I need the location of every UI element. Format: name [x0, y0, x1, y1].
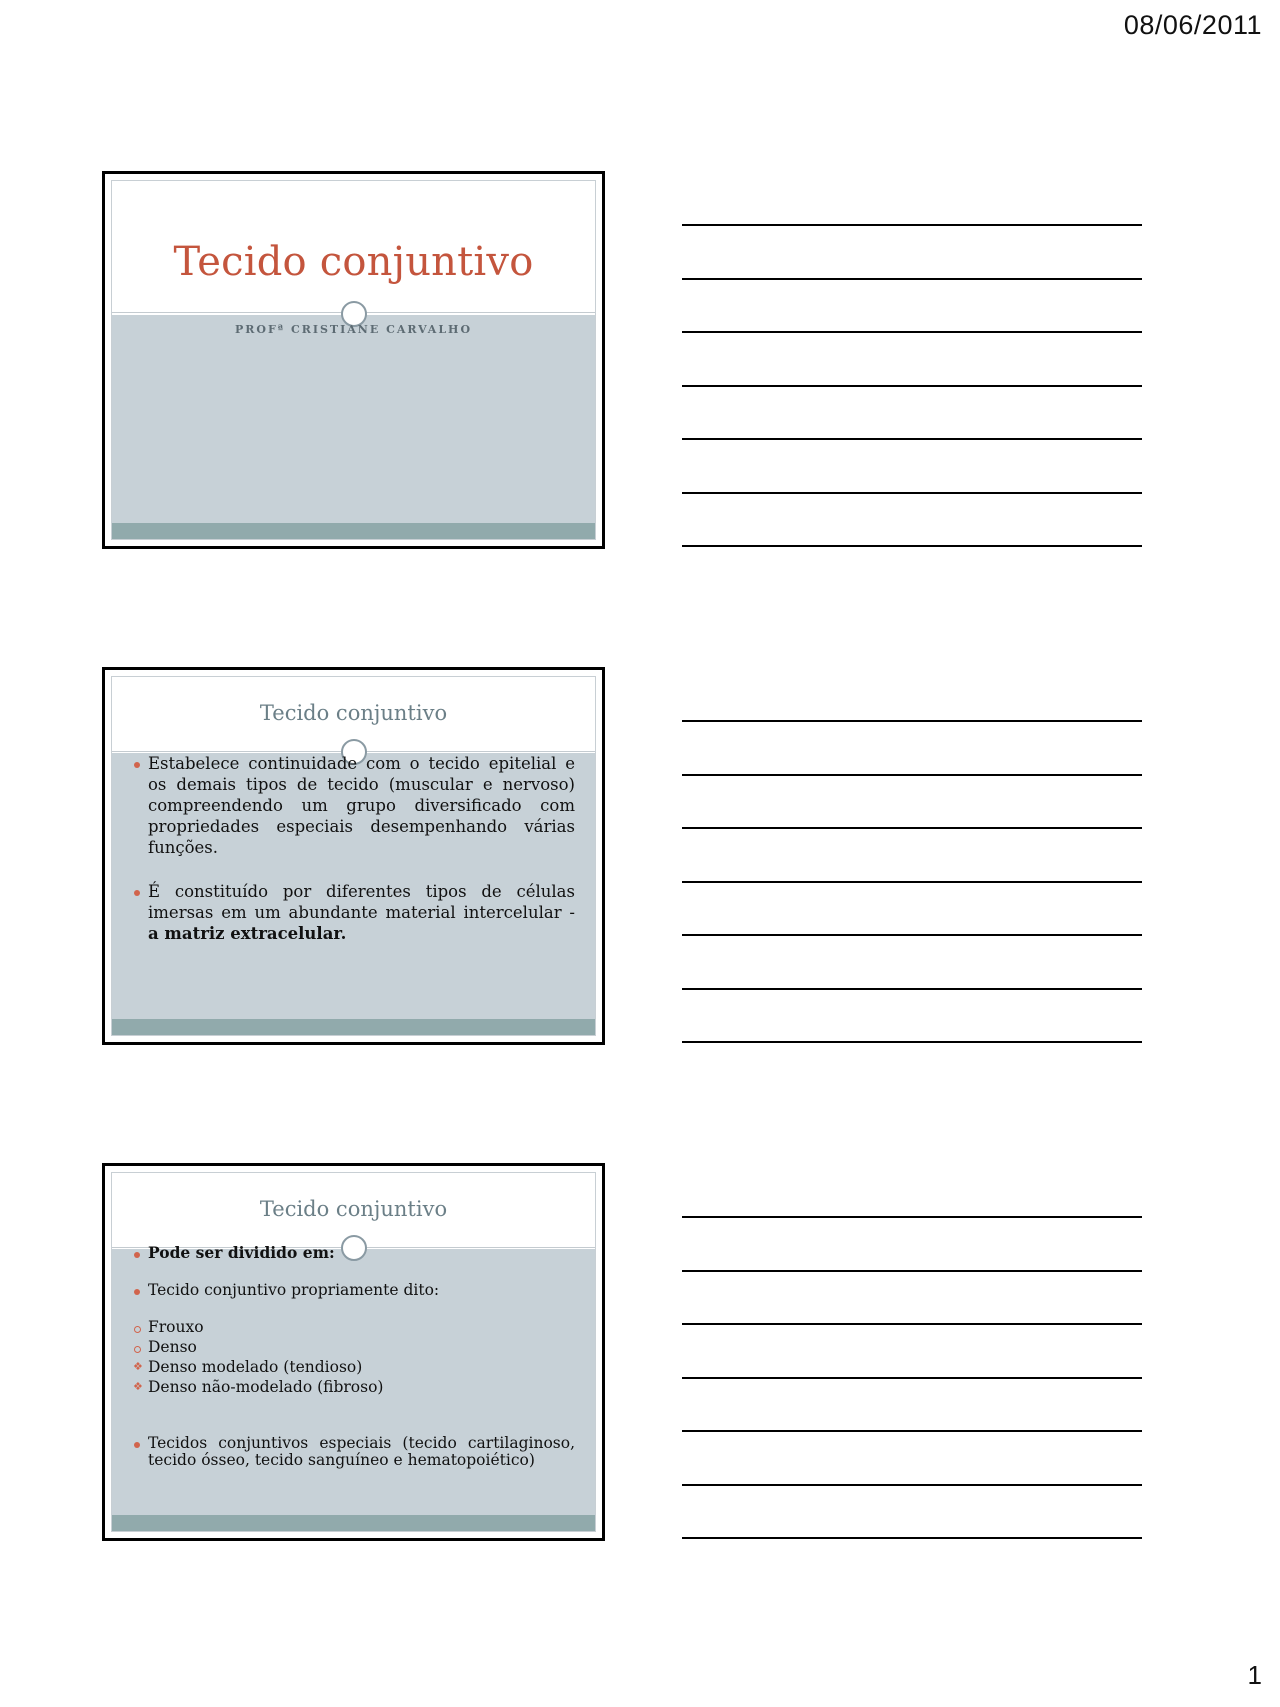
bullet-text: Denso	[148, 1338, 197, 1356]
notes-lines	[682, 171, 1142, 531]
note-line	[682, 988, 1142, 990]
bullet-dot-icon	[134, 1442, 140, 1448]
note-line	[682, 545, 1142, 547]
notes-lines	[682, 667, 1142, 1027]
note-line	[682, 1216, 1142, 1218]
bullet-dot-icon	[134, 1252, 140, 1258]
bullet-ring-icon	[134, 1326, 141, 1333]
note-line	[682, 1041, 1142, 1043]
slide-canvas	[111, 180, 596, 540]
list-item	[134, 753, 575, 858]
list-item	[134, 1280, 575, 1300]
slide-footer-bar	[112, 1019, 595, 1035]
slide-title: Tecido conjuntivo	[259, 1197, 448, 1221]
slide-block-2	[102, 667, 1182, 1045]
note-line	[682, 1270, 1142, 1272]
note-line	[682, 492, 1142, 494]
slide-bullet-list	[134, 753, 575, 967]
list-item	[134, 1243, 575, 1263]
note-line	[682, 1430, 1142, 1432]
note-line	[682, 720, 1142, 722]
list-item	[134, 1357, 575, 1377]
list-item	[134, 1337, 575, 1357]
note-line	[682, 385, 1142, 387]
note-line	[682, 1323, 1142, 1325]
note-line	[682, 331, 1142, 333]
list-item	[134, 1317, 575, 1337]
bullet-bold-text: a matriz extracelular.	[148, 924, 347, 943]
note-line	[682, 438, 1142, 440]
page-number: 1	[1247, 1660, 1262, 1690]
bullet-diamond-icon: ❖	[133, 1360, 143, 1373]
bullet-text: Pode ser dividido em:	[148, 1243, 335, 1262]
slide-title: Tecido conjuntivo	[259, 701, 448, 725]
slide-body-area	[112, 315, 595, 539]
slide-title: Tecido conjuntivo	[173, 239, 534, 285]
bullet-diamond-icon: ❖	[133, 1380, 143, 1393]
bullet-text: Denso não-modelado (fibroso)	[148, 1378, 384, 1396]
bullet-dot-icon	[134, 890, 140, 896]
note-line	[682, 1484, 1142, 1486]
slide-canvas	[111, 1172, 596, 1532]
list-item	[134, 881, 575, 944]
slide-footer-bar	[112, 1515, 595, 1531]
bullet-text: Frouxo	[148, 1318, 204, 1336]
slide-thumbnail-2	[102, 667, 605, 1045]
bullet-text: É constituído por diferentes tipos de células imersas em um abundante material intercelular -	[148, 882, 575, 922]
slide-thumbnail-1	[102, 171, 605, 549]
header-date: 08/06/2011	[1123, 10, 1262, 40]
note-line	[682, 774, 1142, 776]
slide-block-1	[102, 171, 1182, 549]
note-line	[682, 278, 1142, 280]
slide-footer-bar	[112, 523, 595, 539]
bullet-dot-icon	[134, 1289, 140, 1295]
notes-lines	[682, 1163, 1142, 1523]
slide-canvas	[111, 676, 596, 1036]
slide-block-3	[102, 1163, 1182, 1541]
slide-subtitle: PROFª CRISTIANE CARVALHO	[234, 323, 473, 336]
list-item	[134, 1435, 575, 1469]
note-line	[682, 224, 1142, 226]
bullet-text: Denso modelado (tendioso)	[148, 1358, 363, 1376]
bullet-dot-icon	[134, 762, 140, 768]
note-line	[682, 934, 1142, 936]
bullet-text: Estabelece continuidade com o tecido epitelial e os demais tipos de tecido (muscular e nervoso) compreendendo um grupo diversificado com propriedades especiais desempenhando várias funções.	[148, 754, 575, 857]
note-line	[682, 1537, 1142, 1539]
bullet-text: Tecidos conjuntivos especiais (tecido cartilaginoso, tecido ósseo, tecido sanguíneo e hematopoiético)	[148, 1434, 575, 1469]
note-line	[682, 827, 1142, 829]
slide-bullet-list	[134, 1243, 575, 1469]
note-line	[682, 881, 1142, 883]
slide-thumbnail-3	[102, 1163, 605, 1541]
note-line	[682, 1377, 1142, 1379]
bullet-ring-icon	[134, 1346, 141, 1353]
list-item	[134, 1377, 575, 1397]
bullet-text: Tecido conjuntivo propriamente dito:	[148, 1281, 440, 1299]
